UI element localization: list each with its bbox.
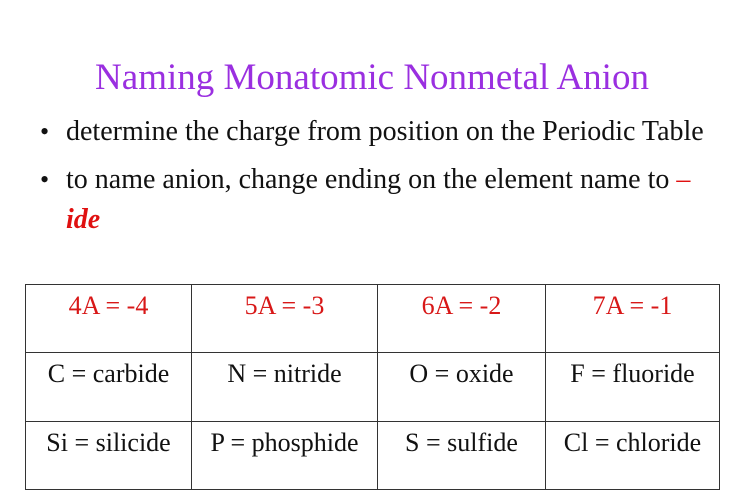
header-cell-5a: 5A = -3 (192, 285, 378, 353)
header-cell-4a: 4A = -4 (26, 285, 192, 353)
header-cell-7a: 7A = -1 (546, 285, 720, 353)
bullet-charge (36, 112, 716, 152)
table-cell: O = oxide (378, 353, 546, 421)
bullet-list (36, 112, 716, 248)
bullet-naming (36, 160, 716, 240)
bullet-naming-text: to name anion, change ending on the element name to (66, 164, 677, 195)
table-cell: S = sulfide (378, 421, 546, 489)
table-row (26, 353, 720, 421)
table-cell: C = carbide (26, 353, 192, 421)
table-cell: Cl = chloride (546, 421, 720, 489)
table-row (26, 421, 720, 489)
bullet-dot-icon: • (40, 165, 50, 194)
bullet-dot-icon: • (40, 117, 50, 146)
table-cell: Si = silicide (26, 421, 192, 489)
table-cell: F = fluoride (546, 353, 720, 421)
bullet-charge-text: determine the charge from position on the Periodic Table (66, 116, 704, 147)
suffix-ide: ide (66, 204, 101, 235)
table-header-row (26, 285, 720, 353)
table-cell: N = nitride (192, 353, 378, 421)
slide-title: Naming Monatomic Nonmetal Anion (95, 57, 649, 98)
suffix-dash: – (676, 164, 691, 195)
table-cell: P = phosphide (192, 421, 378, 489)
anion-table (25, 284, 720, 490)
header-cell-6a: 6A = -2 (378, 285, 546, 353)
